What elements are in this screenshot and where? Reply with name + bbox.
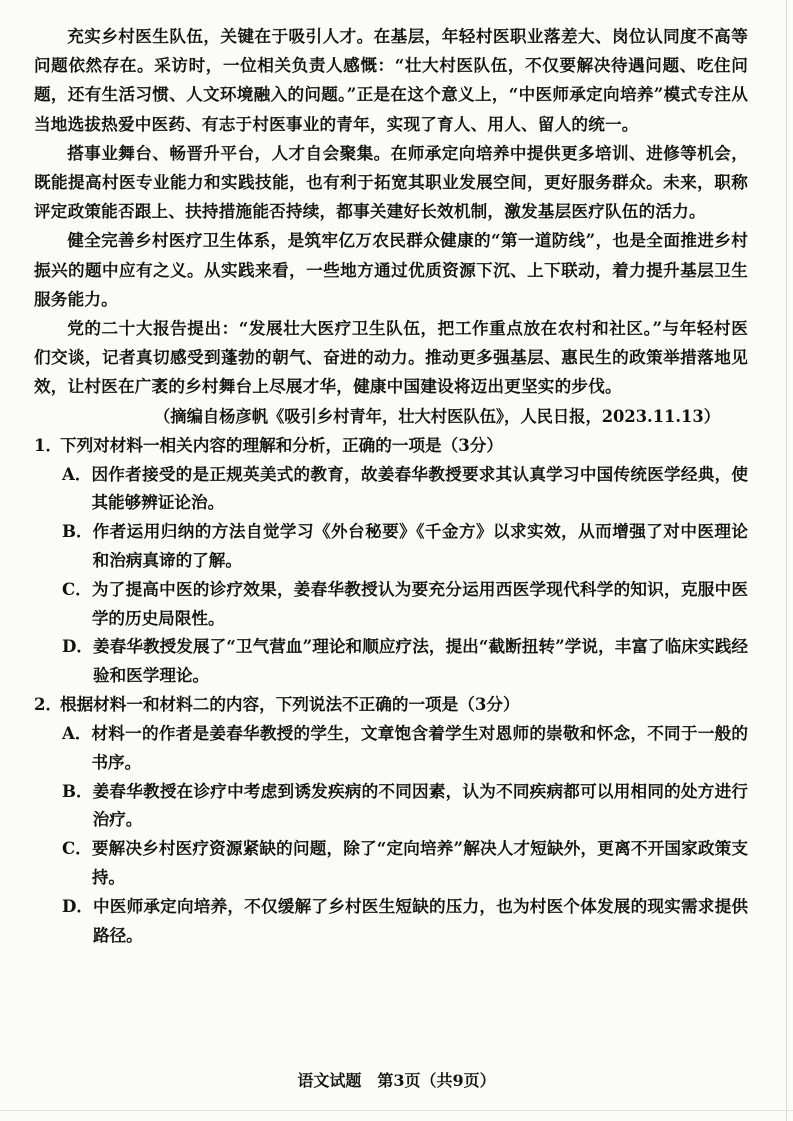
option-text: 要解决乡村医疗资源紧缺的问题，除了“定向培养”解决人才短缺外，更离不开国家政策支持。 [91,838,748,887]
question-2-number: 2． [34,694,63,715]
question-2-stem [34,690,748,719]
question-2 [34,690,748,949]
question-1-option-a [34,460,748,518]
article-paragraph-4: 党的二十大报告提出：“发展壮大医疗卫生队伍，把工作重点放在农村和社区。”与年轻村医们交谈，记者真切感受到蓬勃的朝气、奋进的动力。推动更多强基层、惠民生的政策举措落地见效，让村医在广袤的乡村舞台上尽展才华，健康中国建设将迈出更坚实的步伐。 [34,318,748,397]
option-letter: C． [62,838,92,859]
option-text: 姜春华教授在诊疗中考虑到诱发疾病的不同因素，认为不同疾病都可以用相同的处方进行治疗。 [92,780,748,830]
option-letter: B． [62,521,93,542]
question-2-text: 根据材料一和材料二的内容，下列说法不正确的一项是（3分） [60,694,520,715]
scan-edge-bottom [0,1110,793,1111]
option-text: 因作者接受的是正规英美式的教育，故姜春华教授要求其认真学习中国传统医学经典，使其能够辨证论治。 [91,463,748,513]
question-1-text: 下列对材料一相关内容的理解和分析，正确的一项是（3分） [60,434,503,455]
question-2-option-a [34,719,748,777]
option-letter: A． [62,463,92,484]
option-letter: D． [62,636,93,657]
question-1-option-d [34,632,748,690]
option-text: 材料一的作者是姜春华教授的学生，文章饱含着学生对恩师的崇敬和怀念，不同于一般的书序。 [91,723,748,772]
article-paragraph-1: 充实乡村医生队伍，关键在于吸引人才。在基层，年轻村医职业落差大、岗位认同度不高等问题依然存在。采访时，一位相关负责人感慨：“壮大村医队伍，不仅要解决待遇问题、吃住问题，还有生活习惯、人文环境融入的问题。”正是在这个意义上，“中医师承定向培养”模式专注从当地选拔热爱中医药、有志于村医事业的青年，实现了育人、用人、留人的统一。 [34,26,748,134]
option-letter: D． [62,895,93,916]
option-text: 作者运用归纳的方法自觉学习《外台秘要》《千金方》以求实效，从而增强了对中医理论和治病真谛的了解。 [92,521,748,571]
scan-edge-right [786,0,787,1121]
option-text: 中医师承定向培养，不仅缓解了乡村医生短缺的压力，也为村医个体发展的现实需求提供路径。 [92,895,748,945]
article-paragraph-2: 搭事业舞台、畅晋升平台，人才自会聚集。在师承定向培养中提供更多培训、进修等机会，既能提高村医专业能力和实践技能，也有利于拓宽其职业发展空间，更好服务群众。未来，职称评定政策能否跟上、扶持措施能否持续，都事关建好长效机制，激发基层医疗队伍的活力。 [34,142,748,222]
question-1-option-c [34,575,748,633]
question-1 [34,431,748,690]
question-1-number: 1． [34,434,63,455]
article-paragraph-3: 健全完善乡村医疗卫生体系，是筑牢亿万农民群众健康的“第一道防线”，也是全面推进乡村振兴的题中应有之义。从实践来看，一些地方通过优质资源下沉、上下联动，着力提升基层卫生服务能力。 [34,230,748,309]
page-content [34,22,748,949]
question-2-option-c [34,834,748,892]
option-text: 姜春华教授发展了“卫气营血”理论和顺应疗法，提出“截断扭转”学说，丰富了临床实践经验和医学理论。 [92,636,748,686]
option-letter: B． [62,780,93,801]
option-letter: A． [62,723,92,744]
article-source-citation: （摘编自杨彦帆《吸引乡村青年，壮大村医队伍》，人民日报，2023.11.13） [154,406,720,426]
question-1-option-b [34,517,748,575]
question-1-stem [34,431,748,460]
option-text: 为了提高中医的诊疗效果，姜春华教授认为要充分运用西医学现代科学的知识，克服中医学的历史局限性。 [91,578,748,628]
option-letter: C． [62,578,92,599]
question-2-option-d [34,892,748,950]
page-footer: 语文试题 第3页（共9页） [297,1071,496,1090]
question-2-option-b [34,777,748,835]
